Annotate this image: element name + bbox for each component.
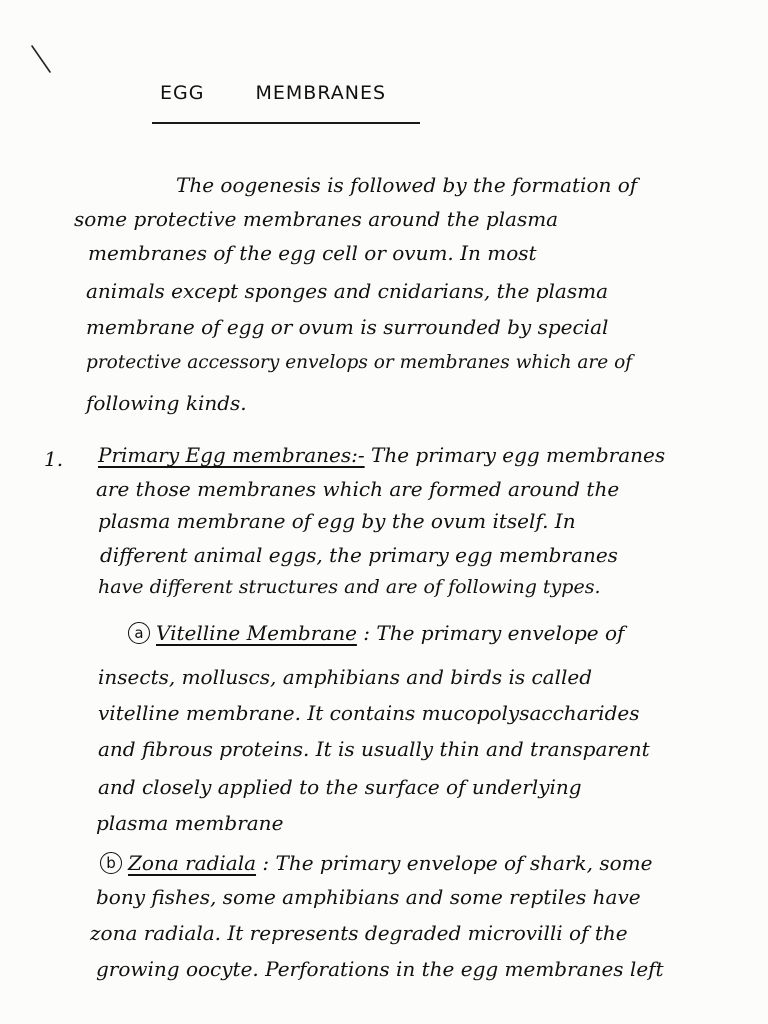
section-line: different animal eggs, the primary egg membranes (100, 543, 618, 567)
subsection-line: and closely applied to the surface of underlying (98, 775, 582, 799)
circled-letter-b: b (100, 852, 122, 874)
subsection-line: and fibrous proteins. It is usually thin and transparent (98, 737, 650, 761)
subsection-heading: Vitelline Membrane (156, 621, 357, 645)
intro-line: membrane of egg or ovum is surrounded by special (86, 315, 609, 339)
pen-stroke-mark (30, 44, 52, 74)
section-heading: Primary Egg membranes:- (98, 443, 365, 467)
intro-line: animals except sponges and cnidarians, the plasma (86, 279, 609, 303)
section-heading-rest: The primary egg membranes (364, 443, 666, 467)
section-number: 1. (44, 447, 64, 471)
subsection-line: plasma membrane (96, 811, 284, 835)
title-underline (152, 122, 420, 124)
subsection-heading-line (100, 846, 652, 880)
section-line: plasma membrane of egg by the ovum itself. In (98, 509, 576, 533)
subsection-heading-line (128, 616, 624, 650)
intro-line: some protective membranes around the plasma (74, 207, 559, 231)
page-title: EGG MEMBRANES (160, 82, 387, 104)
subsection-line: zona radiala. It represents degraded microvilli of the (90, 921, 628, 945)
subsection-heading-rest: : The primary envelope of shark, some (256, 851, 653, 875)
section-line: have different structures and are of following types. (98, 576, 601, 598)
intro-line: protective accessory envelops or membranes which are of (86, 352, 633, 373)
intro-line: membranes of the egg cell or ovum. In most (88, 241, 537, 265)
intro-line: The oogenesis is followed by the formation of (176, 173, 638, 197)
section-line: are those membranes which are formed around the (96, 477, 620, 501)
subsection-line: insects, molluscs, amphibians and birds is called (98, 665, 593, 689)
subsection-line: growing oocyte. Perforations in the egg membranes left (96, 957, 664, 981)
section-heading-line (98, 438, 665, 472)
circled-letter-a: a (128, 622, 150, 644)
intro-line: following kinds. (86, 391, 247, 415)
subsection-line: vitelline membrane. It contains mucopolysaccharides (98, 701, 640, 725)
subsection-line: bony fishes, some amphibians and some reptiles have (96, 885, 641, 909)
subsection-heading: Zona radiala (128, 851, 257, 875)
subsection-heading-rest: : The primary envelope of (356, 621, 625, 645)
